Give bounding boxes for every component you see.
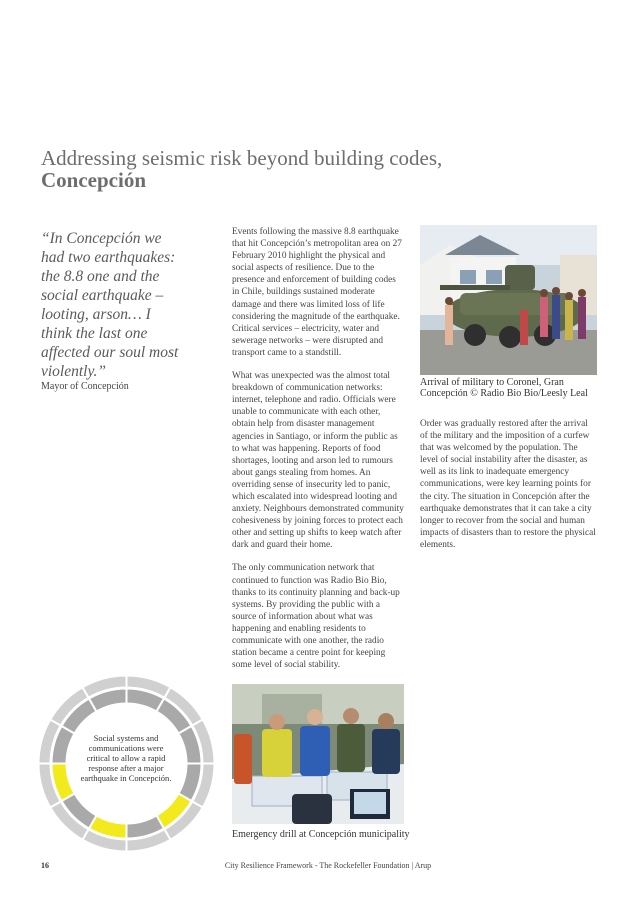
quote-attribution: Mayor of Concepción: [41, 381, 129, 392]
page-title: [41, 147, 601, 191]
wheel-label: Social systems and communications were critical to allow a rapid response after a major earthquake in Concepción.: [80, 733, 172, 783]
paragraph: What was unexpected was the almost total breakdown of communication networks: internet, telephone and radio. Officials were unable to communicate with each other, obtain help from disaster management agencies in Santiago, or inform the public as to what was happening. Reports of food shortages, looting and arson led to rumours about gangs stealing from homes. An overriding sense of insecurity led to panic, which escalated into widespread looting and anxiety. Neighbours demonstrated community cohesiveness by joining forces to protect each other and setting up shifts to keep watch after dark and guard their home.: [232, 371, 404, 551]
military-arrival-photo: [420, 225, 597, 375]
photo2-caption: Emergency drill at Concepción municipality: [232, 829, 410, 840]
paragraph: Order was gradually restored after the arrival of the military and the imposition of a curfew that was welcomed by the population. The level of social instability after the disaster, as well as its link to inadequate emergency communications, were key learning points for the city. The situation in Concepción after the earthquake demonstrates that it can take a city longer to recover from the social and human impacts of disasters than to restore the physical elements.: [420, 419, 596, 550]
emergency-drill-photo: [232, 684, 404, 824]
page-number: 16: [41, 861, 49, 870]
paragraph: Events following the massive 8.8 earthquake that hit Concepción’s metropolitan area on 27 February 2010 highlight the physical and social aspects of resilience. Due to the presence and enforcement of building codes in Chile, buildings sustained moderate damage and there was limited loss of life considering the magnitude of the earthquake. Critical services – electricity, water and sewerage networks – were disrupted and transport came to a standstill.: [232, 227, 402, 358]
body-column-right: [420, 418, 596, 562]
paragraph: The only communication network that continued to function was Radio Bio Bio, thanks to its continuity planning and back-up systems. By providing the public with a source of information about what was happening and enabling residents to communicate with one another, the radio station became a centre point for keeping some level of social stability.: [232, 563, 400, 671]
footer-source: City Resilience Framework - The Rockefeller Foundation | Arup: [224, 861, 432, 870]
pull-quote: “In Concepción we had two earthquakes: the 8.8 one and the social earthquake – looting, arson… I think the last one affected our soul most violently.”: [41, 230, 179, 380]
page-title-line1: Addressing seismic risk beyond building codes,: [41, 146, 443, 170]
photo1-caption: Arrival of military to Coronel, Gran Concepción © Radio Bio Bio/Leesly Leal: [420, 377, 588, 399]
body-column-middle: [232, 226, 404, 682]
page-title-line2: Concepción: [41, 168, 146, 192]
